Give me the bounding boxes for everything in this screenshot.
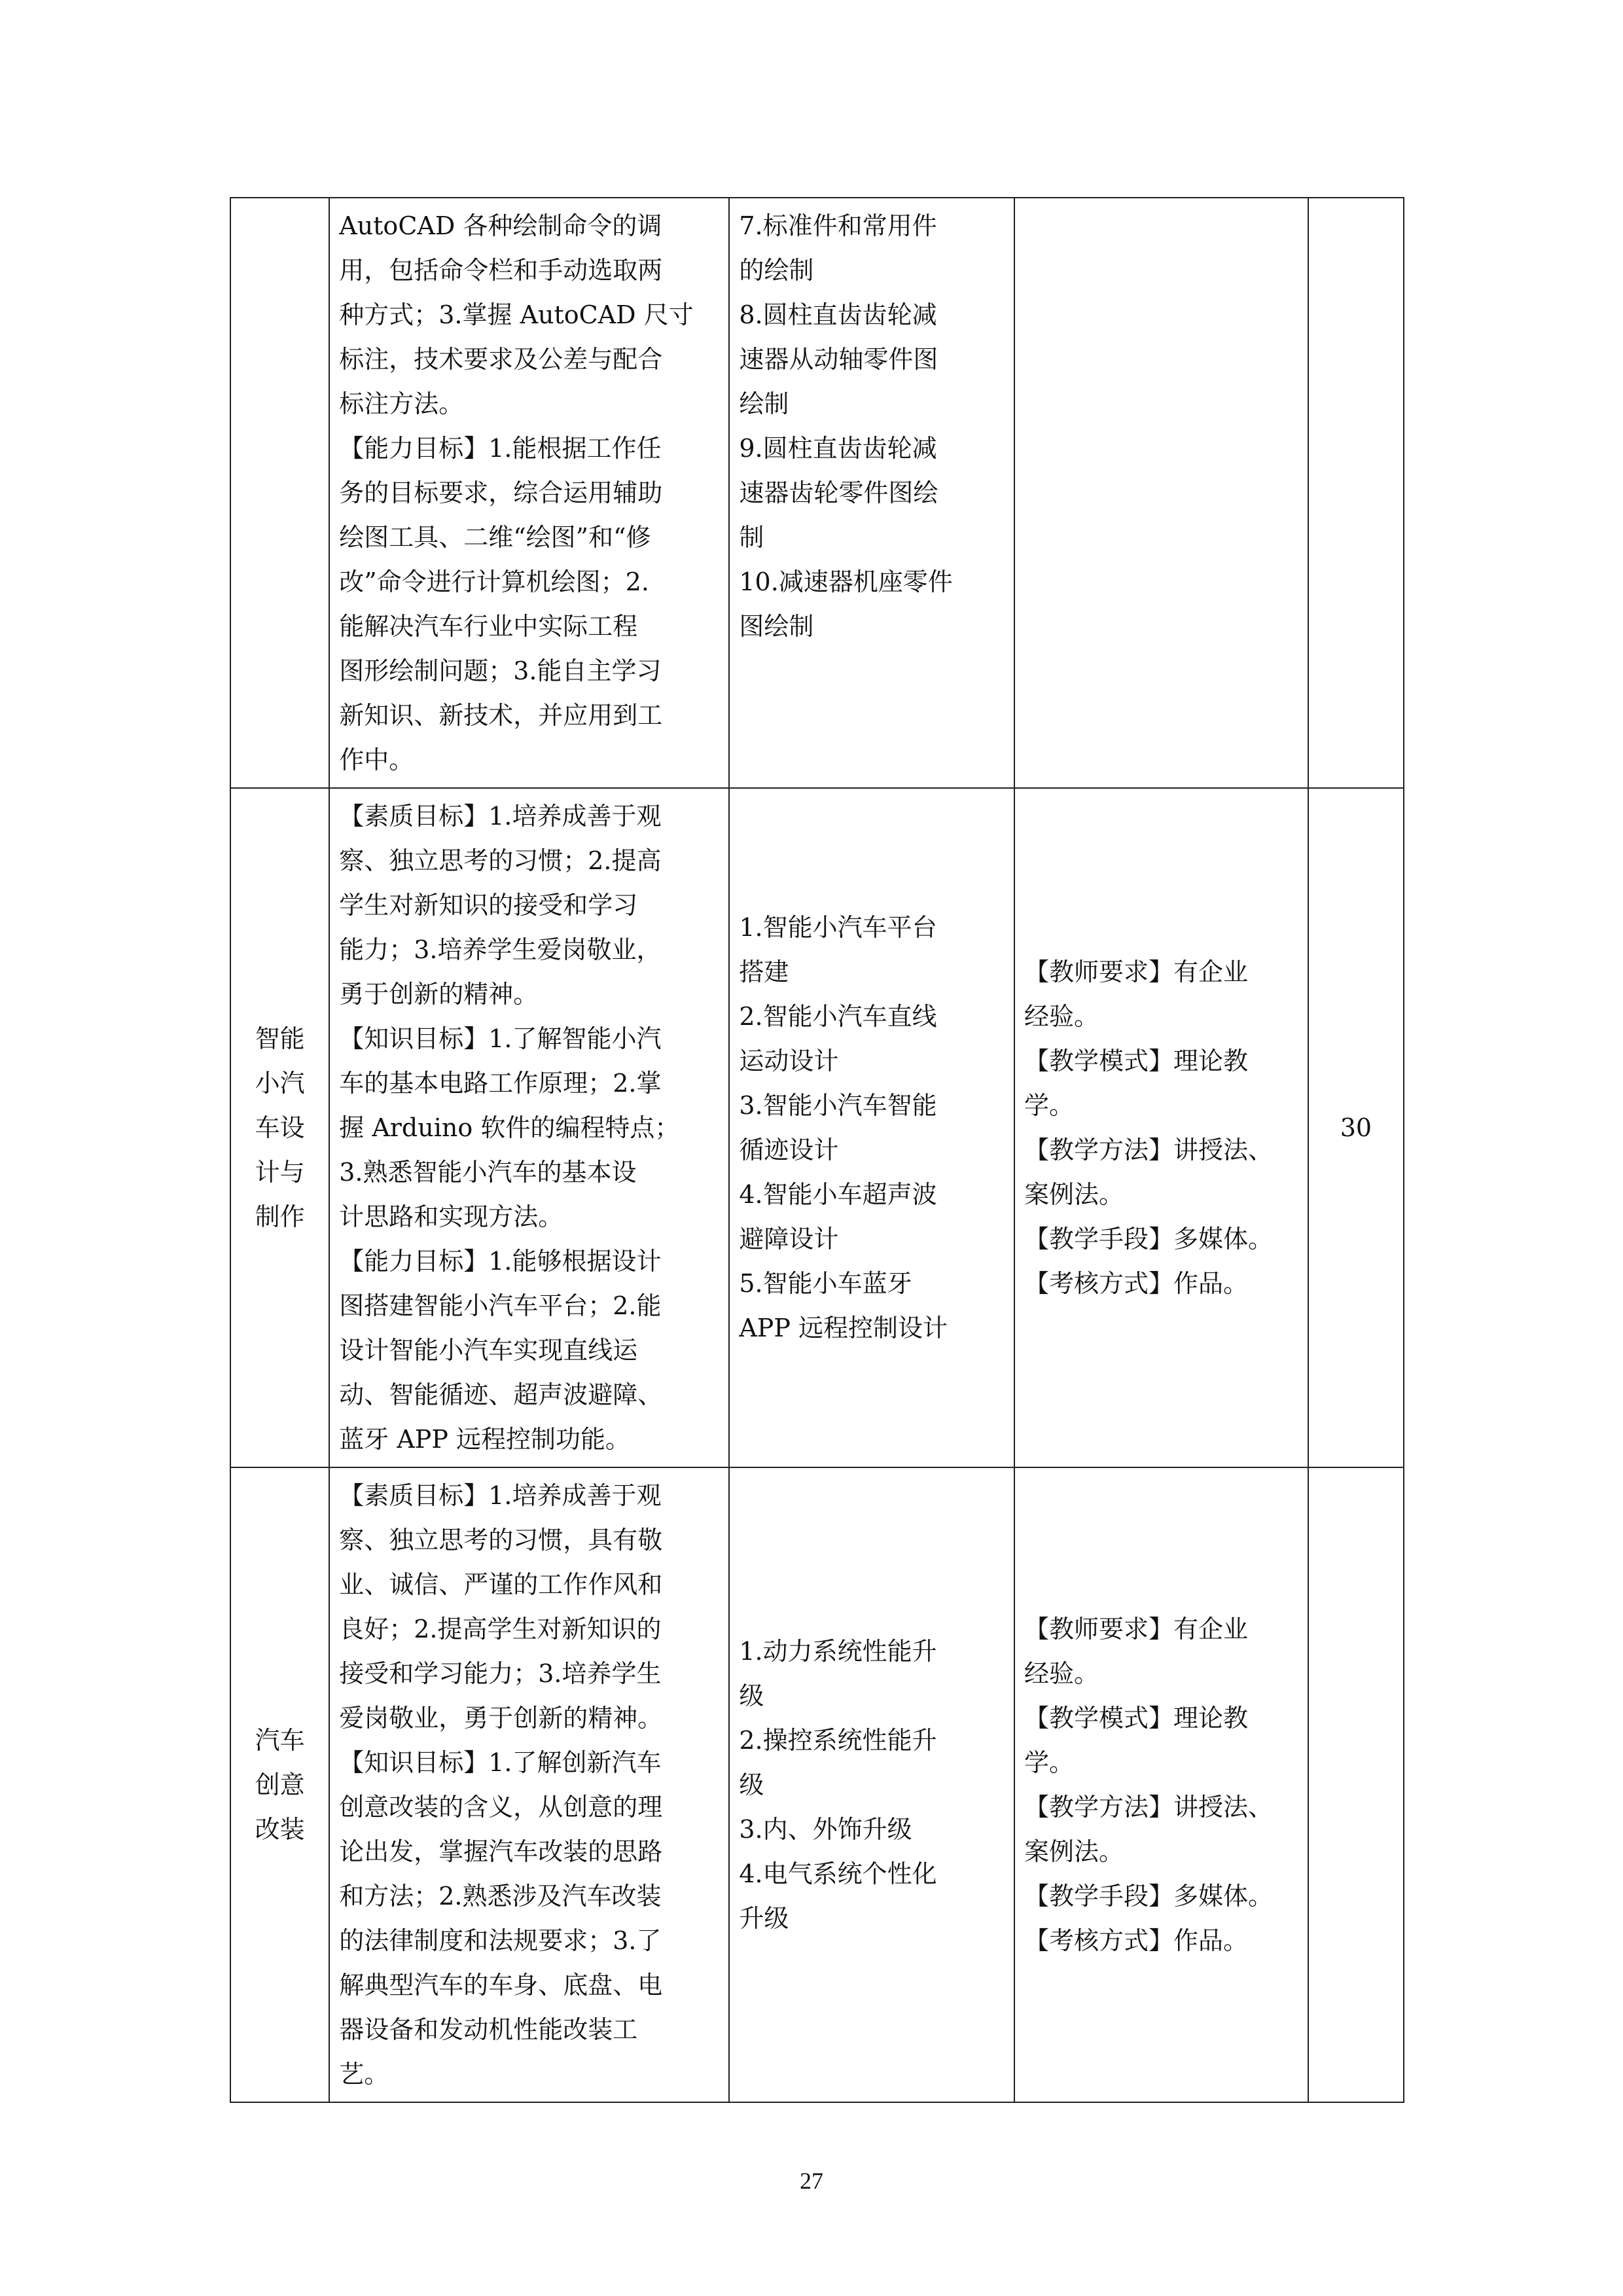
content-line: 运动设计 — [739, 1047, 839, 1075]
objectives-line: 器设备和发动机性能改装工 — [339, 2015, 638, 2044]
objectives-line: 的法律制度和法规要求；3.了 — [339, 1926, 662, 1955]
objectives-line: 绘图工具、二维“绘图”和“修 — [339, 523, 651, 552]
content-line: 避障设计 — [739, 1225, 839, 1253]
course-name-cell — [230, 198, 329, 788]
content-line: 速器从动轴零件图 — [739, 345, 938, 374]
content-line: 1.智能小汽车平台 — [739, 913, 937, 942]
objectives-line: 学生对新知识的接受和学习 — [339, 891, 638, 920]
content-line: 图绘制 — [739, 612, 814, 641]
objectives-line: 察、独立思考的习惯；2.提高 — [339, 846, 662, 875]
content-line: 7.标准件和常用件 — [739, 211, 937, 240]
objectives-line: 【知识目标】1.了解创新汽车 — [339, 1748, 662, 1777]
content-line: 升级 — [739, 1904, 789, 1933]
course-row-car-modification — [230, 1467, 1404, 2102]
objectives-line: 用，包括命令栏和手动选取两 — [339, 256, 663, 285]
course-name-line: 创意 — [255, 1770, 305, 1799]
hours-cell: 30 — [1308, 788, 1404, 1467]
objectives-line: 能解决汽车行业中实际工程 — [339, 612, 638, 641]
objectives-line: 动、智能循迹、超声波避障、 — [339, 1380, 663, 1409]
content-cell — [729, 198, 1014, 788]
course-name-line: 汽车 — [255, 1726, 305, 1755]
objectives-line: 察、独立思考的习惯，具有敬 — [339, 1526, 663, 1554]
objectives-line: 艺。 — [339, 2060, 389, 2089]
content-line: 绘制 — [739, 389, 789, 418]
objectives-cell — [329, 788, 729, 1467]
objectives-line: 标注方法。 — [339, 389, 464, 418]
objectives-line: 种方式；3.掌握 AutoCAD 尺寸 — [339, 300, 694, 329]
objectives-line: 握 Arduino 软件的编程特点； — [339, 1113, 680, 1142]
objectives-line: 业、诚信、严谨的工作作风和 — [339, 1570, 663, 1599]
requirements-line: 学。 — [1024, 1091, 1075, 1120]
course-name-cell — [230, 788, 329, 1467]
content-line: 10.减速器机座零件 — [739, 567, 953, 596]
course-name-line: 改装 — [255, 1815, 305, 1844]
objectives-line: 良好；2.提高学生对新知识的 — [339, 1615, 662, 1643]
requirements-line: 【考核方式】作品。 — [1024, 1269, 1249, 1298]
objectives-line: 勇于创新的精神。 — [339, 980, 539, 1009]
course-table — [230, 197, 1404, 2103]
content-line: 的绘制 — [739, 256, 814, 285]
requirements-cell — [1014, 788, 1308, 1467]
requirements-line: 【教学模式】理论教 — [1024, 1047, 1249, 1075]
objectives-line: 车的基本电路工作原理；2.掌 — [339, 1069, 662, 1098]
hours-cell — [1308, 198, 1404, 788]
requirements-line: 【考核方式】作品。 — [1024, 1926, 1249, 1955]
content-line: 级 — [739, 1681, 764, 1710]
course-name-line: 制作 — [255, 1202, 305, 1231]
course-name-line: 小汽 — [255, 1069, 305, 1098]
requirements-line: 【教学模式】理论教 — [1024, 1704, 1249, 1732]
content-line: 4.电气系统个性化 — [739, 1859, 937, 1888]
content-line: 3.智能小汽车智能 — [739, 1091, 937, 1120]
content-line: 2.智能小汽车直线 — [739, 1002, 937, 1031]
requirements-line: 案例法。 — [1024, 1180, 1124, 1209]
objectives-line: 3.熟悉智能小汽车的基本设 — [339, 1158, 637, 1187]
objectives-line: 设计智能小汽车实现直线运 — [339, 1336, 638, 1365]
objectives-line: 标注，技术要求及公差与配合 — [339, 345, 663, 374]
content-line: 4.智能小车超声波 — [739, 1180, 937, 1209]
content-line: 速器齿轮零件图绘 — [739, 478, 938, 507]
content-line: 8.圆柱直齿齿轮减 — [739, 300, 937, 329]
hours-cell — [1308, 1467, 1404, 2102]
objectives-line: 蓝牙 APP 远程控制功能。 — [339, 1425, 630, 1454]
content-line: 搭建 — [739, 958, 789, 986]
requirements-line: 【教学手段】多媒体。 — [1024, 1225, 1274, 1253]
content-line: 3.内、外饰升级 — [739, 1815, 912, 1844]
objectives-line: 接受和学习能力；3.培养学生 — [339, 1659, 662, 1688]
objectives-line: 图搭建智能小汽车平台；2.能 — [339, 1291, 662, 1320]
objectives-line: 解典型汽车的车身、底盘、电 — [339, 1971, 663, 2000]
requirements-line: 【教学方法】讲授法、 — [1024, 1136, 1274, 1164]
content-cell — [729, 1467, 1014, 2102]
objectives-line: AutoCAD 各种绘制命令的调 — [339, 211, 662, 240]
content-line: APP 远程控制设计 — [739, 1314, 948, 1342]
course-name-cell — [230, 1467, 329, 2102]
requirements-line: 学。 — [1024, 1748, 1075, 1777]
requirements-line: 案例法。 — [1024, 1837, 1124, 1866]
objectives-line: 【能力目标】1.能根据工作任 — [339, 434, 662, 463]
objectives-line: 和方法；2.熟悉涉及汽车改装 — [339, 1882, 662, 1910]
course-row-continued — [230, 198, 1404, 788]
objectives-line: 新知识、新技术，并应用到工 — [339, 701, 663, 730]
objectives-line: 【知识目标】1.了解智能小汽 — [339, 1024, 662, 1053]
objectives-line: 论出发，掌握汽车改装的思路 — [339, 1837, 663, 1866]
content-line: 5.智能小车蓝牙 — [739, 1269, 912, 1298]
objectives-line: 创意改装的含义，从创意的理 — [339, 1793, 663, 1821]
objectives-line: 能力；3.培养学生爱岗敬业， — [339, 935, 662, 964]
objectives-line: 图形绘制问题；3.能自主学习 — [339, 656, 662, 685]
content-line: 制 — [739, 523, 764, 552]
objectives-line: 务的目标要求，综合运用辅助 — [339, 478, 663, 507]
objectives-line: 【能力目标】1.能够根据设计 — [339, 1247, 662, 1276]
requirements-line: 经验。 — [1024, 1002, 1099, 1031]
content-line: 2.操控系统性能升 — [739, 1726, 937, 1755]
objectives-line: 改”命令进行计算机绘图；2. — [339, 567, 649, 596]
objectives-line: 爱岗敬业，勇于创新的精神。 — [339, 1704, 663, 1732]
requirements-line: 【教学手段】多媒体。 — [1024, 1882, 1274, 1910]
page-number: 27 — [800, 2168, 823, 2194]
content-line: 级 — [739, 1770, 764, 1799]
course-row-smart-car — [230, 788, 1404, 1467]
objectives-line: 计思路和实现方法。 — [339, 1202, 563, 1231]
content-line: 循迹设计 — [739, 1136, 839, 1164]
requirements-line: 【教师要求】有企业 — [1024, 958, 1249, 986]
objectives-line: 【素质目标】1.培养成善于观 — [339, 802, 662, 831]
requirements-line: 经验。 — [1024, 1659, 1099, 1688]
objectives-line: 【素质目标】1.培养成善于观 — [339, 1481, 662, 1510]
requirements-cell — [1014, 1467, 1308, 2102]
requirements-line: 【教学方法】讲授法、 — [1024, 1793, 1274, 1821]
requirements-line: 【教师要求】有企业 — [1024, 1615, 1249, 1643]
requirements-cell — [1014, 198, 1308, 788]
course-name-line: 智能 — [255, 1024, 305, 1053]
objectives-cell — [329, 198, 729, 788]
content-line: 9.圆柱直齿齿轮减 — [739, 434, 937, 463]
course-name-line: 车设 — [255, 1113, 305, 1142]
content-cell — [729, 788, 1014, 1467]
course-name-line: 计与 — [255, 1158, 305, 1187]
objectives-line: 作中。 — [339, 745, 414, 774]
content-line: 1.动力系统性能升 — [739, 1637, 937, 1666]
objectives-cell — [329, 1467, 729, 2102]
